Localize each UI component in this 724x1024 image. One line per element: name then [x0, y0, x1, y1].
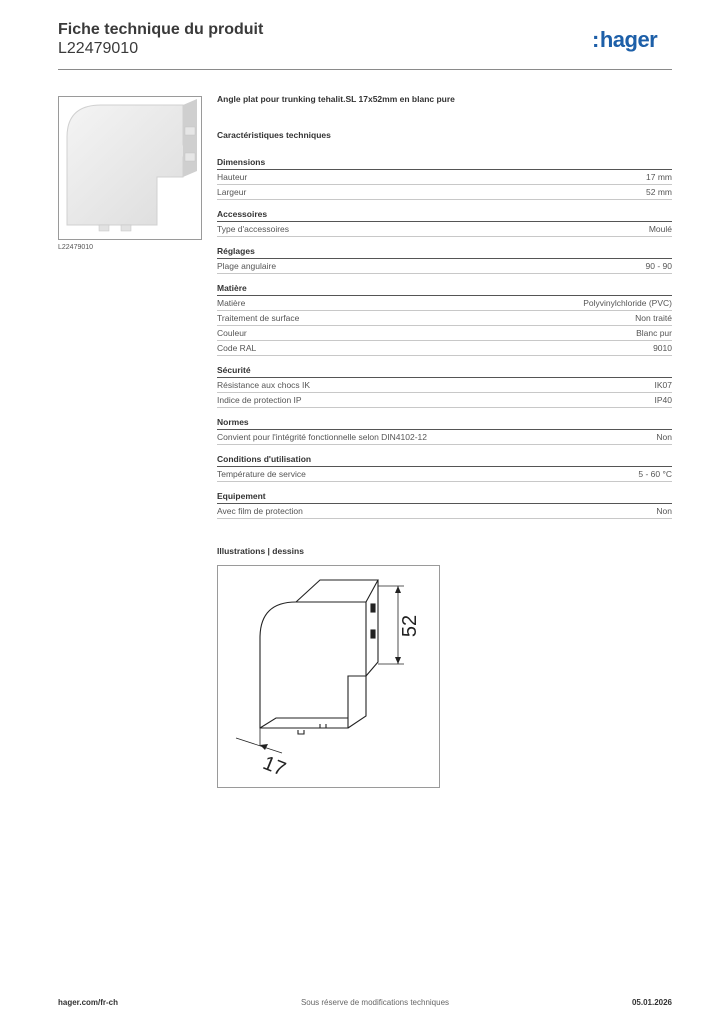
spec-group-title: Conditions d'utilisation [217, 454, 672, 467]
spec-group-title: Equipement [217, 491, 672, 504]
spec-group-accessories [217, 209, 672, 237]
spec-value: 17 mm [646, 172, 672, 182]
spec-value: 5 - 60 °C [638, 469, 672, 479]
technical-drawing-svg [218, 566, 439, 787]
page-title: Fiche technique du produit [58, 21, 264, 38]
footer-disclaimer: Sous réserve de modifications techniques [300, 998, 450, 1007]
spec-row [217, 393, 672, 408]
spec-row [217, 378, 672, 393]
spec-value: Blanc pur [636, 328, 672, 338]
spec-label: Type d'accessoires [217, 224, 290, 234]
spec-label: Indice de protection IP [217, 395, 302, 405]
footer-date: 05.01.2026 [631, 998, 672, 1007]
spec-value: Moulé [648, 224, 672, 234]
spec-group-settings [217, 246, 672, 274]
spec-label: Résistance aux chocs IK [217, 380, 311, 390]
spec-row [217, 185, 672, 200]
product-image-shape [59, 97, 201, 239]
hager-logo[interactable]: :hager [592, 27, 658, 52]
spec-group-dimensions [217, 157, 672, 200]
spec-group-title: Accessoires [217, 209, 672, 222]
product-description: Angle plat pour trunking tehalit.SL 17x52mm en blanc pure [217, 94, 455, 104]
spec-value: 90 - 90 [645, 261, 672, 271]
spec-row [217, 170, 672, 185]
spec-label: Avec film de protection [217, 506, 303, 516]
specs-heading: Caractéristiques techniques [217, 130, 331, 140]
spec-value: 52 mm [646, 187, 672, 197]
spec-label: Matière [217, 298, 246, 308]
spec-row [217, 467, 672, 482]
spec-group-title: Normes [217, 417, 672, 430]
technical-drawing [217, 565, 440, 788]
page-footer [58, 998, 672, 1007]
spec-group-equipment [217, 491, 672, 519]
spec-group-title: Réglages [217, 246, 672, 259]
footer-website-link[interactable]: hager.com/fr-ch [58, 998, 119, 1007]
spec-value: Non traité [635, 313, 672, 323]
spec-value: IK07 [654, 380, 672, 390]
logo-text: hager [599, 27, 658, 52]
spec-label: Plage angulaire [217, 261, 277, 271]
spec-label: Largeur [217, 187, 247, 197]
spec-group-standards [217, 417, 672, 445]
spec-row [217, 259, 672, 274]
spec-group-material [217, 283, 672, 356]
spec-group-title: Dimensions [217, 157, 672, 170]
header-divider [58, 69, 672, 70]
spec-group-safety [217, 365, 672, 408]
spec-label: Hauteur [217, 172, 248, 182]
spec-sheet [217, 94, 672, 528]
spec-row [217, 296, 672, 311]
spec-label: Couleur [217, 328, 247, 338]
spec-label: Code RAL [217, 343, 257, 353]
spec-label: Température de service [217, 469, 306, 479]
spec-group-title: Matière [217, 283, 672, 296]
spec-label: Traitement de surface [217, 313, 300, 323]
dimension-width-label: 17 [259, 752, 289, 781]
spec-value: Polyvinylchloride (PVC) [583, 298, 672, 308]
product-code: L22479010 [58, 40, 139, 57]
spec-group-title: Sécurité [217, 365, 672, 378]
spec-row [217, 430, 672, 445]
spec-value: IP40 [654, 395, 672, 405]
spec-row [217, 504, 672, 519]
dimension-height-label: 52 [399, 614, 421, 638]
spec-value: Non [656, 432, 672, 442]
product-image-caption: L22479010 [58, 244, 94, 251]
spec-row [217, 326, 672, 341]
spec-row [217, 311, 672, 326]
product-image [58, 96, 202, 240]
spec-value: Non [656, 506, 672, 516]
spec-row [217, 222, 672, 237]
spec-value: 9010 [653, 343, 672, 353]
illustrations-title: Illustrations | dessins [217, 546, 304, 556]
spec-row [217, 341, 672, 356]
spec-group-conditions [217, 454, 672, 482]
spec-label: Convient pour l'intégrité fonctionnelle selon DIN4102-12 [217, 432, 428, 442]
